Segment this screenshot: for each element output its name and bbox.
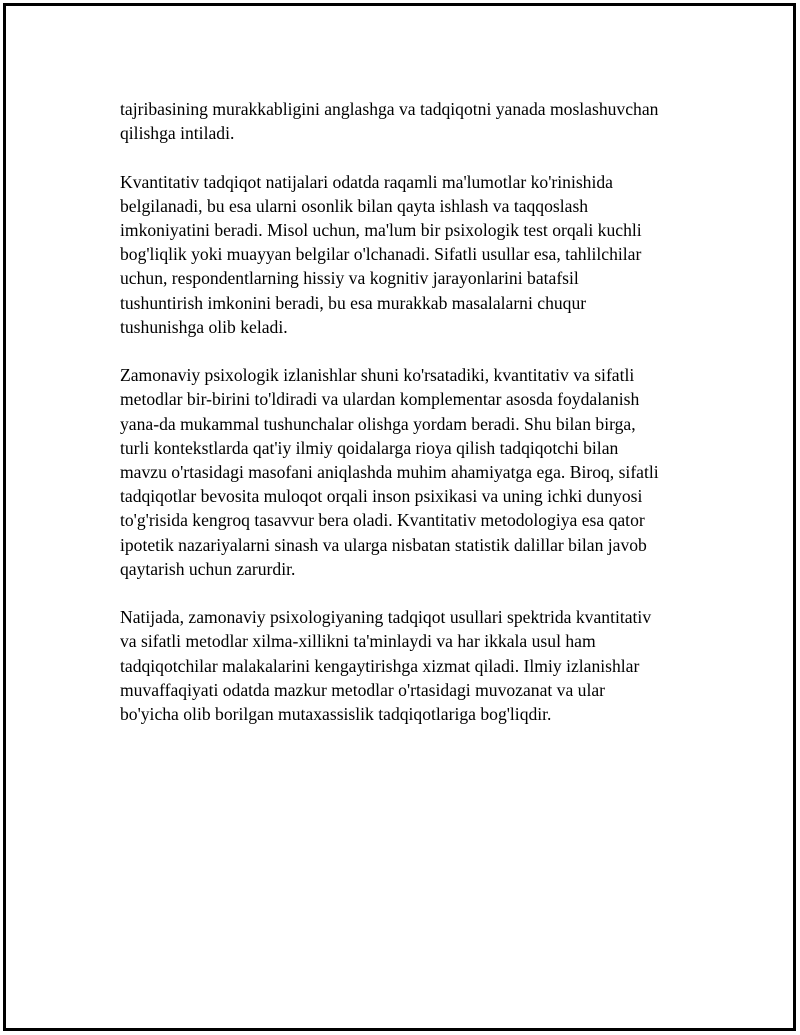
document-body [120, 97, 700, 750]
paragraph-1: tajribasining murakkabligini anglashga va tadqiqotni yanada moslashuvchan qilishga intiladi. [120, 99, 659, 144]
paragraph-4: Natijada, zamonaviy psixologiyaning tadqiqot usullari spektrida kvantitativ va sifatli metodlar xilma-xillikni ta'minlaydi va har ikkala usul ham tadqiqotchilar malakalarini kengaytirishga xizmat qiladi. Ilmiy izlanishlar muvaffaqiyati odatda mazkur metodlar o'rtasidagi muvozanat va ular bo'yicha olib borilgan mutaxassislik tadqiqotlariga bog'liqdir. [120, 607, 652, 725]
paragraph-2: Kvantitativ tadqiqot natijalari odatda raqamli ma'lumotlar ko'rinishida belgilanadi, bu esa ularni osonlik bilan qayta ishlash va taqqoslash imkoniyatini beradi. Misol uchun, ma'lum bir psixologik test orqali kuchli bog'liqlik yoki muayyan belgilar o'lchanadi. Sifatli usullar esa, tahlilchilar uchun, respondentlarning hissiy va kognitiv jarayonlarini batafsil tushuntirish imkonini beradi, bu esa murakkab masalalarni chuqur tushunishga olib keladi. [120, 171, 642, 337]
paragraph-3: Zamonaviy psixologik izlanishlar shuni ko'rsatadiki, kvantitativ va sifatli metodlar bir-birini to'ldiradi va ulardan komplementar asosda foydalanish yana-da mukammal tushunchalar olishga yordam beradi. Shu bilan birga, turli kontekstlarda qat'iy ilmiy qoidalarga rioya qilish tadqiqotchi bilan mavzu o'rtasidagi masofani aniqlashda muhim ahamiyatga ega. Biroq, sifatli tadqiqotlar bevosita muloqot orqali inson psixikasi va uning ichki dunyosi to'g'risida kengroq tasavvur bera oladi. Kvantitativ metodologiya esa qator ipotetik nazariyalarni sinash va ularga nisbatan statistik dalillar bilan javob qaytarish uchun zarurdir. [120, 365, 659, 579]
document-page [3, 3, 796, 1031]
